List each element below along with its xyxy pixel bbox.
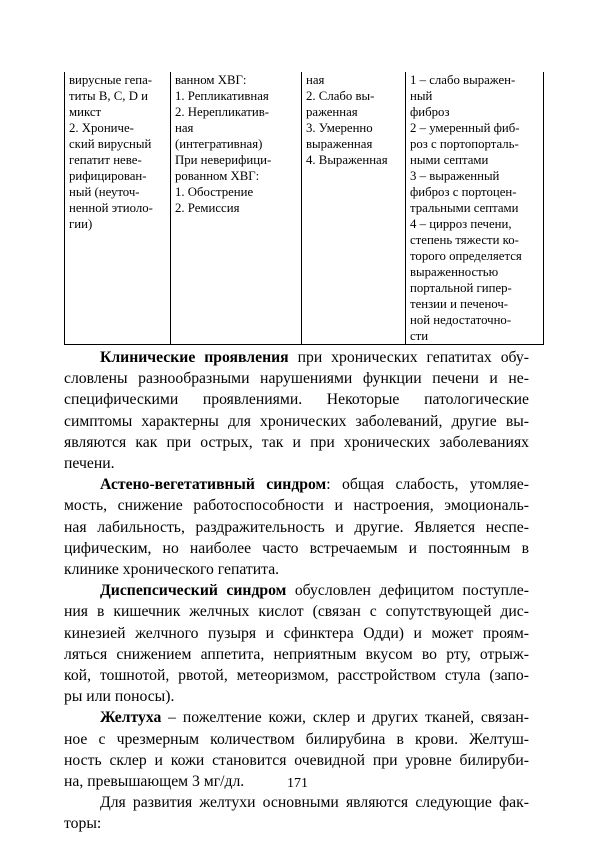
table-cell-fibrosis bbox=[406, 72, 544, 345]
cell-line: ными септами bbox=[410, 153, 489, 167]
text-line: кинезией желчного пузыря и сфинктера Одди) и может проям- bbox=[64, 624, 529, 642]
cell-line: 2. Нерепликатив- bbox=[175, 105, 269, 119]
cell-line: роз с портопорталь- bbox=[410, 137, 519, 151]
text-line: ляться снижением аппетита, неприятным вкусом во рту, отрыж- bbox=[64, 645, 529, 663]
cell-line: степень тяжести ко- bbox=[410, 233, 519, 247]
term-clinical-manifestations: Клинические проявления bbox=[100, 349, 289, 366]
cell-line: 3. Умеренно bbox=[306, 121, 373, 135]
cell-line: рованном ХВГ: bbox=[175, 169, 260, 183]
term-jaundice: Желтуха bbox=[100, 709, 162, 727]
text-run: : общая слабость, утомляе- bbox=[326, 476, 529, 494]
term-asthenic-syndrome: Астено-вегетативный синдром bbox=[100, 476, 327, 494]
cell-line: 1. Репликативная bbox=[175, 89, 269, 103]
cell-line: 2. Ремиссия bbox=[175, 201, 240, 215]
paragraph-jaundice-factors bbox=[64, 792, 529, 834]
text-line: Для развития желтухи основными являются следующие фак- bbox=[100, 794, 529, 812]
cell-line: гепатит невe- bbox=[69, 153, 142, 167]
text-line: специфическими проявлениями. Некоторые патологические bbox=[64, 391, 529, 409]
cell-line: ский вирусный bbox=[69, 137, 152, 151]
cell-line: выраженностью bbox=[410, 265, 499, 279]
table-cell-phase bbox=[171, 72, 302, 345]
text-line: на, превышающем 3 мг/дл. bbox=[64, 773, 245, 791]
cell-line: тральными септами bbox=[410, 201, 519, 215]
cell-line: фиброз bbox=[410, 105, 450, 119]
cell-line: ная bbox=[306, 73, 325, 87]
text-line: ность склер и кожи становится очевидной при уровне билируби- bbox=[64, 751, 529, 769]
cell-line: ванном ХВГ: bbox=[175, 73, 247, 87]
text-run: при хронических гепатитах обу- bbox=[288, 349, 529, 366]
text-line: мость, снижение работоспособности и настроения, эмоциональ- bbox=[64, 497, 529, 515]
paragraph-dyspeptic-syndrome bbox=[64, 580, 529, 707]
cell-line: сти bbox=[410, 329, 429, 343]
cell-line: рифицирован- bbox=[69, 169, 147, 183]
cell-line: 2 – умеренный фиб- bbox=[410, 121, 520, 135]
classification-table-continuation bbox=[64, 72, 544, 345]
text-line bbox=[64, 347, 529, 368]
text-line bbox=[64, 474, 529, 495]
table-cell-type bbox=[65, 72, 171, 345]
text-line: словлены разнообразными нарушениями функции печени и не- bbox=[64, 370, 529, 388]
text-line: ния в кишечник желчных кислот (связан с сопутствующей дис- bbox=[64, 603, 529, 621]
text-line bbox=[64, 580, 529, 601]
cell-line: ный (неуточ- bbox=[69, 185, 140, 199]
cell-line: портальной гипер- bbox=[410, 281, 512, 295]
text-line: торы: bbox=[64, 815, 102, 833]
text-line: ная лабильность, раздражительность и другие. Является неспе- bbox=[64, 518, 529, 536]
text-line: кой, тошнотой, рвотой, метеоризмом, расстройством стула (запо- bbox=[64, 667, 529, 685]
cell-line: 1. Обострение bbox=[175, 185, 254, 199]
text-run: обусловлен дефицитом поступле- bbox=[286, 582, 529, 600]
body-text bbox=[64, 347, 529, 835]
term-dyspeptic-syndrome: Диспепсический синдром bbox=[100, 582, 287, 600]
text-line: клинике хронического гепатита. bbox=[64, 561, 280, 579]
text-line: печени. bbox=[64, 455, 115, 473]
cell-line: При неверифици- bbox=[175, 153, 272, 167]
text-line: ное с чрезмерным количеством билирубина в крови. Желтуш- bbox=[64, 730, 529, 748]
cell-line: ненной этиоло- bbox=[69, 201, 153, 215]
paragraph-clinical-manifestations bbox=[64, 347, 529, 474]
cell-line: фиброз с портоцен- bbox=[410, 185, 517, 199]
cell-line: титы В, С, D и bbox=[69, 89, 148, 103]
text-line bbox=[64, 707, 529, 728]
cell-line: выраженная bbox=[306, 137, 373, 151]
table-row bbox=[65, 72, 544, 345]
cell-line: торого определяется bbox=[410, 249, 522, 263]
cell-line: 4. Выраженная bbox=[306, 153, 388, 167]
cell-line: ная bbox=[175, 121, 194, 135]
cell-line: вирусные гепа- bbox=[69, 73, 153, 87]
paragraph-asthenic-syndrome bbox=[64, 474, 529, 580]
text-line: ры или поносы). bbox=[64, 688, 175, 706]
cell-line: ный bbox=[410, 89, 433, 103]
cell-line: раженная bbox=[306, 105, 358, 119]
cell-line: 1 – слабо выражен- bbox=[410, 73, 516, 87]
cell-line: 3 – выраженный bbox=[410, 169, 500, 183]
cell-line: гии) bbox=[69, 217, 93, 231]
text-line: цифическим, но наиболее часто встречаемым и постоянным в bbox=[64, 539, 529, 557]
cell-line: микст bbox=[69, 105, 102, 119]
page-number: 171 bbox=[287, 776, 308, 791]
table-cell-activity bbox=[302, 72, 406, 345]
text-line: являются как при острых, так и при хронических заболеваниях bbox=[64, 433, 529, 451]
cell-line: 4 – цирроз печени, bbox=[410, 217, 512, 231]
text-line: симптомы характерны для хронических заболеваний, другие вы- bbox=[64, 412, 529, 430]
text-run: – пожелтение кожи, склер и других тканей, связан- bbox=[161, 709, 529, 727]
cell-line: тензии и печеноч- bbox=[410, 297, 509, 311]
cell-line: ной недостаточно- bbox=[410, 313, 512, 327]
cell-line: 2. Хрониче- bbox=[69, 121, 134, 135]
cell-line: 2. Слабо вы- bbox=[306, 89, 375, 103]
cell-line: (интегративная) bbox=[175, 137, 263, 151]
